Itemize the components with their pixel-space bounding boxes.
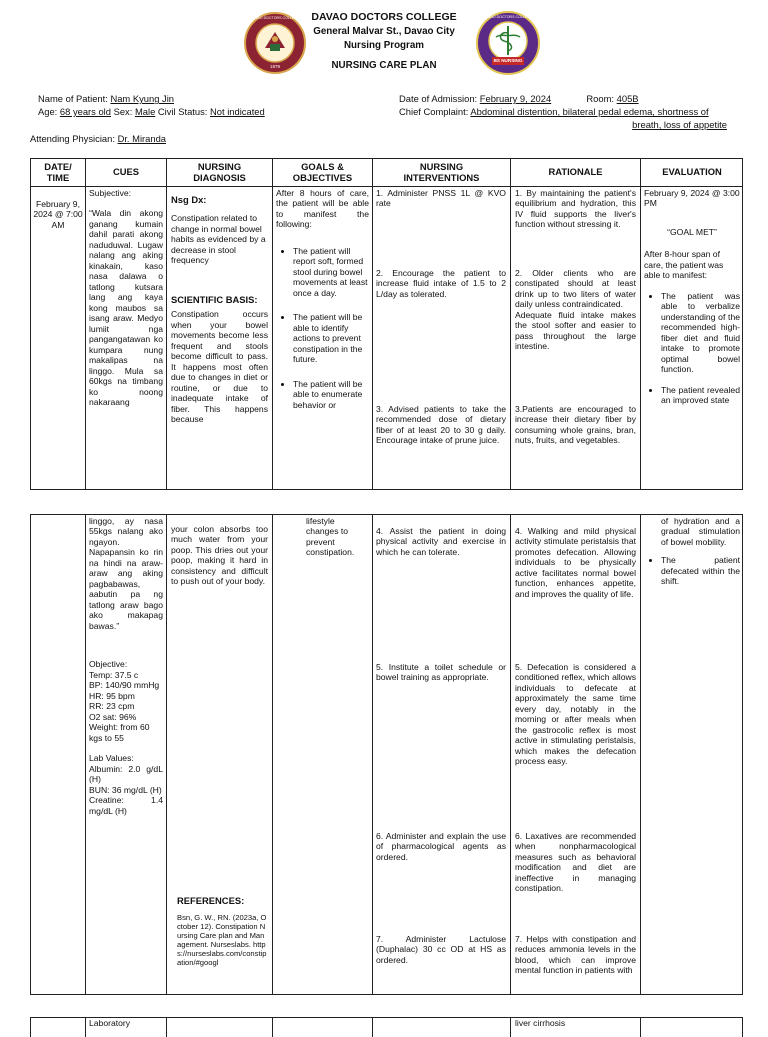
admission-line: [399, 93, 639, 104]
column-goals-objectives: GOALS & OBJECTIVES: [292, 161, 353, 183]
intervention-7: 7. Administer Lactulose (Duphalac) 30 cc OD at HS as ordered.: [376, 934, 506, 965]
physician-name: Dr. Miranda: [117, 133, 167, 144]
cues-continued-cell: [89, 516, 163, 994]
age-value: 68 years old: [59, 106, 111, 117]
rationale-4: 4. Walking and mild physical activity stimulate peristalsis that promotes defecation. Allowing individuals to be physically active facilitates normal bowel function, enhances appetite, and improves the quality of life.: [515, 526, 636, 599]
lab-values-label: Lab Values:: [89, 753, 134, 764]
objective-bp: BP: 140/90 mmHg: [89, 680, 160, 691]
intervention-2: 2. Encourage the patient to increase fluid intake of 1.5 to 2 L/day as tolerated.: [376, 268, 506, 299]
intervention-1: 1. Administer PNSS 1L @ KVO rate: [376, 188, 506, 209]
lab-albumin: Albumin: 2.0 g/dL (H): [89, 763, 163, 785]
age-label: Age:: [38, 106, 58, 117]
goal-item-3: • The patient will be able to enumerate behavior or: [293, 379, 369, 410]
room-label: Room:: [586, 93, 615, 104]
subjective-statement: “Wala din akong ganang kumain dahil parati akong naduduwal. Lugaw nalang ang aking kinakain, kaso nasa dalawa o tatlong kutsara lang ang kaya kong maubos sa isang araw. Medyo lumiit nga pangangatawan ko kumpara nung makalipas na linggo. Mula sa 60kgs na timbang ko noong nakaraang: [89, 208, 163, 408]
admission-label: Date of Admission:: [399, 93, 478, 104]
goals-cell: [276, 188, 369, 490]
column-date-time: DATE/ TIME: [44, 161, 72, 183]
evaluation-item-2: • The patient revealed an improved state: [661, 385, 740, 406]
lab-creatine: Creatine: 1.4 mg/dL (H): [89, 795, 163, 816]
objective-hr: HR: 95 bpm: [89, 690, 135, 701]
patient-age-line: [38, 106, 265, 117]
date-time-cell: February 9, 2024 @ 7:00 AM: [33, 199, 83, 230]
chief-complaint-line1: Abdominal distention, bilateral pedal edema, shortness of: [470, 106, 709, 117]
program-name: Nursing Program: [343, 40, 425, 51]
right-seal-banner: BS NURSING: [493, 58, 523, 63]
rationale-7: 7. Helps with constipation and reduces ammonia levels in the blood, which can improve mental function in patients with: [515, 934, 636, 976]
evaluation-intro: After 8-hour span of care, the patient was able to manifest:: [644, 249, 724, 281]
chief-complaint-line: [399, 106, 709, 117]
document-title: NURSING CARE PLAN: [331, 60, 437, 71]
evaluation-date: February 9, 2024 @ 3:00 PM: [644, 188, 740, 209]
objective-temp: Temp: 37.5 c: [89, 669, 139, 680]
intervention-6: 6. Administer and explain the use of pharmacological agents as ordered.: [376, 831, 506, 862]
nsg-dx-label: Nsg Dx:: [171, 194, 207, 205]
references-text: Bsn, G. W., RN. (2023a, October 12). Constipation Nursing Care plan and Management. Nurseslabs. https://nurseslabs.com/constipation/#googl: [177, 914, 267, 967]
nsg-dx-text: Constipation related to change in normal bowel habits as evidenced by a decrease in stool frequency: [171, 213, 266, 266]
civil-status-value: Not indicated: [210, 106, 265, 117]
evaluation-item-1: • The patient was able to verbalize understanding of the recommended high-fiber diet and fluid intake to promote optimal bowel function.: [661, 291, 740, 375]
patient-name-label: Name of Patient:: [38, 93, 108, 104]
rationale-5: 5. Defecation is considered a conditioned reflex, which allows individuals to defecate at approximately the same time every day, notably in the morning or after meals when the gastrocolic reflex is most active in stimulating peristalsis, which makes the defecation process easy.: [515, 662, 636, 767]
evaluation-list-continued: [644, 555, 740, 586]
diagnosis-cell: [171, 194, 268, 490]
subjective-label: Subjective:: [89, 188, 132, 198]
rationale-1: 1. By maintaining the patient's equilibrium and hydration, this IV fluid supports the liver's function without stressing it.: [515, 188, 636, 230]
scientific-basis-label: SCIENTIFIC BASIS:: [171, 293, 258, 305]
physician-label: Attending Physician:: [30, 133, 115, 144]
objective-rr: RR: 23 cpm: [89, 701, 135, 712]
care-plan-table-page2: [30, 514, 743, 995]
goals-list: [276, 246, 369, 410]
patient-name-line: [38, 93, 174, 104]
references-label: REFERENCES:: [177, 895, 245, 906]
rationale-page3: liver cirrhosis: [515, 1018, 566, 1028]
admission-date: February 9, 2024: [479, 93, 552, 104]
column-evaluation: EVALUATION: [662, 166, 722, 178]
patient-name: Nam Kyung Jin: [110, 93, 175, 104]
physician-line: [30, 133, 166, 144]
rationale-3: 3.Patients are encouraged to increase their dietary fiber by consuming whole grains, bran, nuts, fruits, and vegetables.: [515, 404, 636, 446]
rationale-2b-text: Adequate fluid intake makes the stool softer and easier to pass throughout the large intestine.: [515, 309, 636, 352]
room-value: 405B: [616, 93, 639, 104]
goals-intro: After 8 hours of care, the patient will be able to manifest the following:: [276, 188, 369, 230]
objective-weight: Weight: from 60 kgs to 55: [89, 722, 150, 743]
column-rationale: RATIONALE: [548, 166, 603, 178]
rationale-6: 6. Laxatives are recommended when nonpharmacological measures such as behavioral modification and diet are ineffective in managing constipation.: [515, 831, 636, 894]
lab-bun: BUN: 36 mg/dL (H): [89, 784, 162, 795]
cues-page3: Laboratory: [89, 1018, 131, 1028]
evaluation-item-3: • The patient defecated within the shift.: [661, 555, 740, 586]
rationale-2-text: 2. Older clients who are constipated should at least drink up to two liters of water daily unless contraindicated.: [515, 268, 636, 310]
college-address: General Malvar St., Davao City: [313, 26, 455, 37]
chief-complaint-label: Chief Complaint:: [399, 106, 469, 117]
sex-label: Sex:: [113, 106, 133, 117]
goals-continued: lifestyle changes to prevent constipation.: [306, 516, 355, 558]
right-seal-text: DAVAO DOCTORS COLLEGE: [483, 15, 533, 19]
column-nursing-diagnosis: NURSING DIAGNOSIS: [193, 161, 246, 183]
intervention-3: 3. Advised patients to take the recommended dose of dietary fiber of at least 20 to 30 g daily. Encourage intake of prune juice.: [376, 404, 506, 446]
evaluation-list: [644, 291, 740, 406]
care-plan-table-page3: [30, 1017, 743, 1037]
scientific-basis-continued: your colon absorbs too much water from your poop. This dries out your poop, making it hard in consistency and difficult to push out of your body.: [171, 524, 268, 587]
intervention-5: 5. Institute a toilet schedule or bowel training as appropriate.: [376, 662, 506, 683]
evaluation-cell: [644, 188, 740, 490]
left-seal-year: 1979: [269, 64, 280, 69]
intervention-4: 4. Assist the patient in doing physical activity and exercise in which he can tolerate.: [376, 526, 506, 557]
evaluation-continued-cell: [644, 516, 740, 593]
chief-complaint-line2: breath, loss of appetite: [632, 119, 727, 130]
evaluation-item-2-continued: of hydration and a gradual stimulation of bowel mobility.: [661, 516, 740, 547]
college-name: DAVAO DOCTORS COLLEGE: [311, 11, 457, 23]
civil-status-label: Civil Status:: [157, 106, 208, 117]
subjective-statement-continued: linggo, ay nasa 55kgs nalang ako ngayon. Napapansin ko rin na hindi na araw-araw ang aking pagbabawas, aabutin pa ng tatlong araw bago ako makapag bawas.”: [89, 516, 163, 631]
evaluation-status: “GOAL MET”: [667, 226, 717, 237]
left-seal-text: DAVAO DOCTORS COLLEGE: [250, 16, 300, 20]
sex-value: Male: [134, 106, 156, 117]
care-plan-table-page1: [30, 158, 743, 490]
column-nursing-interventions: NURSING INTERVENTIONS: [403, 161, 480, 183]
objective-label: Objective:: [89, 659, 128, 670]
goal-item-1: • The patient will report soft, formed stool during bowel movements at least once a day.: [293, 246, 369, 298]
goal-item-2: • The patient will be able to identify actions to prevent constipation in the future.: [293, 312, 369, 364]
scientific-basis-text: Constipation occurs when your bowel movements become less frequent and stools become difficult to pass. It happens most often due to changes in diet or routine, or due to inadequate intake of fiber. This happens because: [171, 309, 268, 425]
rationale-2: [515, 268, 636, 352]
column-cues: CUES: [112, 166, 140, 178]
cues-cell: [89, 188, 163, 490]
objective-o2: O2 sat: 96%: [89, 711, 137, 722]
